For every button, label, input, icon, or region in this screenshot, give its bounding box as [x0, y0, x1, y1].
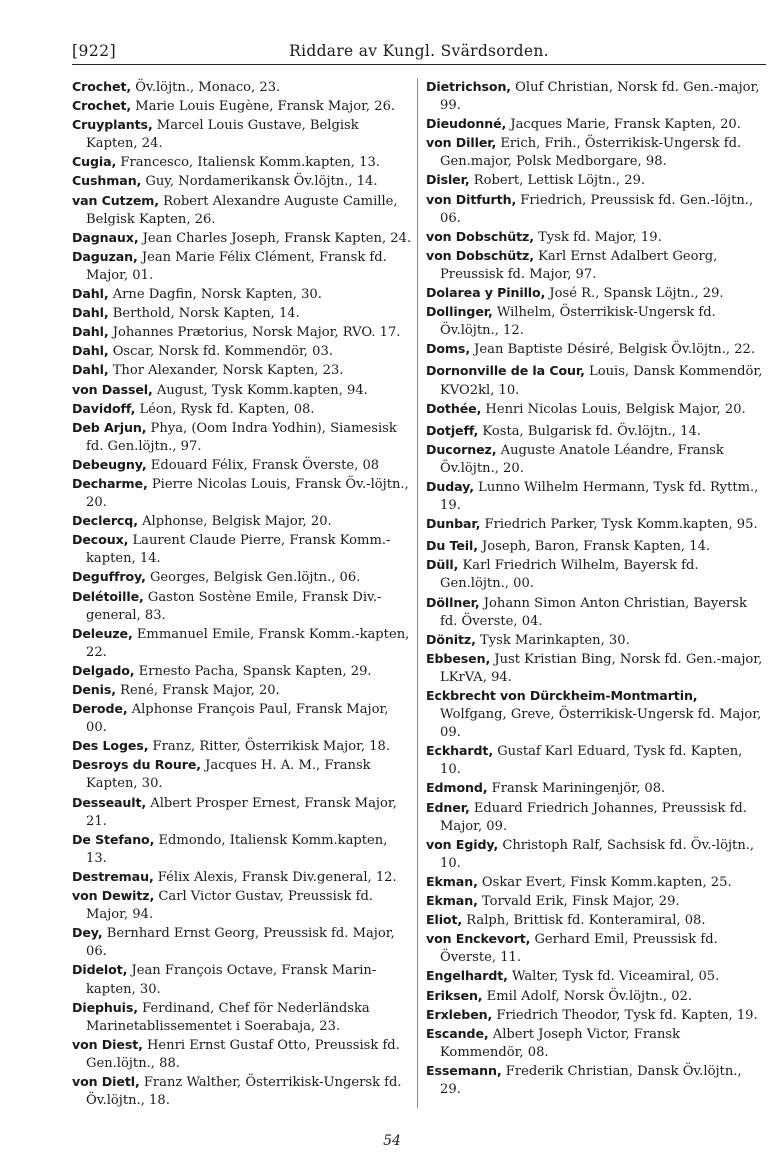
entry-surname: Davidoff, [72, 400, 136, 416]
entry-surname: Eliot, [426, 912, 463, 928]
entry-details: Albert Prosper Ernest, Fransk Major, 21. [86, 795, 397, 829]
entry-details: Friedrich, Preussisk fd. Gen.-löjtn., 06. [440, 192, 754, 226]
entry-details: Gaston Sostène Emile, Fransk Div.-general, 83. [86, 589, 382, 623]
entry-details: Robert, Lettisk Löjtn., 29. [469, 173, 646, 189]
entry-surname: von Dewitz, [72, 888, 155, 904]
register-entry [72, 285, 412, 304]
register-entry [72, 381, 412, 400]
entry-details: Jacques Marie, Fransk Kapten, 20. [506, 117, 741, 133]
register-entry [426, 247, 766, 284]
entry-surname: Dothée, [426, 400, 482, 416]
register-entry [72, 304, 412, 323]
entry-surname: Essemann, [426, 1062, 502, 1078]
entry-surname: Debeugny, [72, 456, 147, 472]
entry-surname: von Dassel, [72, 381, 153, 397]
entry-surname: Dunbar, [426, 516, 481, 532]
register-entry [426, 134, 766, 171]
entry-details: Just Kristian Bing, Norsk fd. Gen.-major, LKrVA, 94. [440, 651, 763, 685]
entry-details: Tysk fd. Major, 19. [533, 229, 662, 245]
entry-details: Gerhard Emil, Preussisk fd. Överste, 11. [440, 932, 718, 966]
page-number-bracketed: [922] [72, 42, 117, 60]
register-entry [426, 987, 766, 1006]
entry-details: Wolfgang, Greve, Österrikisk-Ungersk fd. Major, 09. [440, 707, 762, 741]
entry-details: Emmanuel Emile, Fransk Komm.-kapten, 22. [86, 626, 410, 660]
entry-surname: Dahl, [72, 362, 109, 378]
entry-surname: Diephuis, [72, 999, 138, 1015]
entry-details: Franz Walther, Österrikisk-Ungersk fd. Öv.löjtn., 18. [86, 1074, 402, 1109]
register-entry [72, 961, 412, 998]
entry-surname: Ekman, [426, 893, 478, 909]
register-entry [426, 115, 766, 134]
register-entry [72, 831, 412, 868]
register-entry [72, 625, 412, 662]
register-entry [426, 779, 766, 798]
entry-surname: Disler, [426, 172, 470, 188]
entry-surname: von Dobschütz, [426, 247, 534, 263]
register-entry [72, 400, 412, 419]
entry-surname: Dotjeff, [426, 422, 479, 438]
register-entry [426, 78, 766, 115]
register-entry [72, 700, 412, 737]
register-entry [72, 419, 412, 456]
entry-details: August, Tysk Komm.kapten, 94. [152, 382, 368, 398]
entry-details: Bernhard Ernst Georg, Preussisk fd. Major, 06. [86, 926, 395, 960]
entry-surname: Eckbrecht von Dürckheim-Montmartin, [426, 688, 698, 703]
entry-details: Jacques H. A. M., Fransk Kapten, 30. [86, 758, 371, 792]
entry-details: Jean Charles Joseph, Fransk Kapten, 24. [138, 230, 412, 246]
entry-details: Ralph, Brittisk fd. Konteramiral, 08. [462, 913, 706, 929]
entry-details: Marie Louis Eugène, Fransk Major, 26. [131, 99, 396, 115]
register-entry [72, 794, 412, 831]
entry-surname: Du Teil, [426, 538, 478, 554]
entry-surname: Edner, [426, 799, 470, 815]
entry-surname: Desroys du Roure, [72, 757, 201, 773]
register-entry [72, 512, 412, 531]
entry-details: Pierre Nicolas Louis, Fransk Öv.-löjtn., 20. [86, 476, 409, 511]
entry-details: Jean Baptiste Désiré, Belgisk Öv.löjtn., 22. [470, 342, 756, 358]
entry-surname: Dieudonné, [426, 116, 507, 132]
entry-surname: Dagnaux, [72, 229, 139, 245]
entry-details: Oluf Christian, Norsk fd. Gen.-major, 99. [440, 80, 760, 114]
right-column [426, 78, 766, 1099]
entry-surname: Döllner, [426, 594, 480, 610]
entry-details: Johann Simon Anton Christian, Bayersk fd. Överste, 04. [440, 595, 747, 629]
register-entry [426, 594, 766, 631]
entry-details: Léon, Rysk fd. Kapten, 08. [135, 401, 315, 417]
entry-details: Gustaf Karl Eduard, Tysk fd. Kapten, 10. [440, 744, 743, 778]
register-entry [426, 171, 766, 190]
entry-details: Karl Friedrich Wilhelm, Bayersk fd. Gen.löjtn., 00. [440, 558, 699, 592]
entry-surname: von Enckevort, [426, 931, 531, 947]
entry-surname: Dahl, [72, 343, 109, 359]
register-entry [426, 967, 766, 986]
register-entry [72, 192, 412, 229]
entry-surname: Delétoille, [72, 588, 144, 604]
register-entry [426, 1062, 766, 1099]
entry-surname: Declercq, [72, 513, 138, 529]
register-entry [72, 78, 412, 97]
entry-details: Edmondo, Italiensk Komm.kapten, 13. [86, 832, 388, 866]
entry-details: Christoph Ralf, Sachsisk fd. Öv.-löjtn., 10. [440, 837, 755, 871]
entry-surname: Ebbesen, [426, 650, 491, 666]
entry-details: Torvald Erik, Finsk Major, 29. [477, 894, 680, 910]
register-entry [72, 756, 412, 793]
entry-surname: Didelot, [72, 962, 128, 978]
register-entry [72, 588, 412, 625]
register-entry [72, 323, 412, 342]
entry-details: Emil Adolf, Norsk Öv.löjtn., 02. [482, 988, 693, 1004]
entry-surname: Engelhardt, [426, 968, 508, 984]
entry-details: Eduard Friedrich Johannes, Preussisk fd. Major, 09. [440, 800, 747, 834]
entry-details: Franz, Ritter, Österrikisk Major, 18. [148, 739, 391, 755]
entry-surname: Denis, [72, 682, 116, 697]
entry-details: Jean François Octave, Fransk Marin-kapten, 30. [86, 963, 377, 997]
entry-surname: Crochet, [72, 79, 132, 94]
register-entry [426, 441, 766, 478]
entry-surname: Derode, [72, 701, 128, 717]
register-entry [72, 999, 412, 1036]
entry-surname: von Dietl, [72, 1073, 140, 1089]
entry-surname: Eckhardt, [426, 743, 494, 759]
register-entry [426, 556, 766, 593]
entry-surname: Duday, [426, 478, 474, 494]
entry-details: Henri Ernst Gustaf Otto, Preussisk fd. Gen.löjtn., 88. [86, 1037, 400, 1071]
register-entry [72, 737, 412, 756]
register-entry [72, 361, 412, 380]
register-entry [426, 911, 766, 930]
running-header [72, 40, 766, 65]
entry-surname: Cruyplants, [72, 117, 153, 133]
entry-surname: Düll, [426, 557, 459, 573]
register-entry [426, 892, 766, 911]
entry-details: Erich, Frih., Österrikisk-Ungersk fd. Gen.major, Polsk Medborgare, 98. [440, 136, 742, 170]
entry-details: Carl Victor Gustav, Preussisk fd. Major, 94. [86, 889, 374, 923]
register-entry [426, 1006, 766, 1025]
entry-details: Wilhelm, Österrikisk-Ungersk fd. Öv.löjtn., 12. [440, 305, 716, 339]
register-entry [426, 362, 766, 399]
entry-details: Auguste Anatole Léandre, Fransk Öv.löjtn., 20. [440, 442, 724, 476]
entry-surname: Des Loges, [72, 738, 149, 754]
entry-surname: De Stefano, [72, 831, 155, 847]
entry-details: Robert Alexandre Auguste Camille, Belgisk Kapten, 26. [86, 193, 398, 227]
register-entry [426, 400, 766, 419]
register-entry [426, 1025, 766, 1062]
register-entry [72, 172, 412, 191]
entry-details: Georges, Belgisk Gen.löjtn., 06. [145, 570, 361, 586]
entry-surname: Ekman, [426, 873, 478, 889]
entry-surname: Decharme, [72, 475, 148, 491]
entry-details: Alphonse, Belgisk Major, 20. [137, 514, 332, 530]
register-entry [72, 662, 412, 681]
entry-details: Jean Marie Félix Clément, Fransk fd. Major, 01. [86, 249, 387, 283]
entry-details: Francesco, Italiensk Komm.kapten, 13. [116, 155, 380, 171]
register-entry [426, 799, 766, 836]
entry-surname: Dahl, [72, 286, 109, 302]
entry-surname: Dornonville de la Cour, [426, 363, 585, 379]
entry-details: Friedrich Theodor, Tysk fd. Kapten, 19. [492, 1007, 758, 1023]
entry-details: Lunno Wilhelm Hermann, Tysk fd. Ryttm., 19. [440, 479, 759, 514]
entry-details: Albert Joseph Victor, Fransk Kommendör, 08. [440, 1026, 681, 1060]
register-entry [426, 340, 766, 359]
entry-surname: von Ditfurth, [426, 191, 517, 207]
entry-surname: Dahl, [72, 324, 109, 340]
entry-details: Guy, Nordamerikansk Öv.löjtn., 14. [141, 174, 378, 190]
entry-surname: Dietrichson, [426, 79, 511, 94]
running-title: Riddare av Kungl. Svärdsorden. [289, 42, 549, 60]
left-column [72, 78, 412, 1110]
entry-details: Ernesto Pacha, Spansk Kapten, 29. [134, 663, 372, 679]
entry-surname: Deleuze, [72, 625, 133, 641]
register-entry [426, 836, 766, 873]
entry-details: Marcel Louis Gustave, Belgisk Kapten, 24. [86, 118, 359, 152]
entry-details: Ferdinand, Chef för Nederländska Marinetablissementet i Soerabaja, 23. [86, 1000, 370, 1034]
register-entry [426, 478, 766, 515]
register-entry [426, 191, 766, 228]
entry-details: Arne Dagfin, Norsk Kapten, 30. [108, 287, 322, 303]
entry-surname: Daguzan, [72, 248, 138, 264]
entry-details: Berthold, Norsk Kapten, 14. [108, 306, 300, 322]
entry-surname: Ducornez, [426, 441, 497, 457]
entry-details: Tysk Marinkapten, 30. [475, 632, 630, 648]
register-entry [426, 742, 766, 779]
entry-surname: Delgado, [72, 662, 135, 678]
register-entry [72, 868, 412, 887]
entry-details: Kosta, Bulgarisk fd. Öv.löjtn., 14. [478, 423, 701, 439]
entry-surname: Deguffroy, [72, 569, 146, 585]
entry-details: René, Fransk Major, 20. [115, 683, 280, 698]
entry-details: Frederik Christian, Dansk Öv.löjtn., 29. [440, 1063, 742, 1097]
entry-details: Félix Alexis, Fransk Div.general, 12. [153, 869, 397, 885]
register-entry [426, 687, 766, 742]
entry-surname: Desseault, [72, 794, 147, 810]
register-entry [72, 475, 412, 512]
entry-details: Joseph, Baron, Fransk Kapten, 14. [477, 539, 711, 555]
entry-details: Johannes Prætorius, Norsk Major, RVO. 17. [108, 325, 401, 341]
register-entry [72, 681, 412, 700]
entry-surname: Destremau, [72, 868, 154, 884]
register-entry [72, 568, 412, 587]
column-divider [417, 78, 418, 1108]
entry-surname: Dolarea y Pinillo, [426, 285, 546, 301]
entry-surname: Dönitz, [426, 631, 476, 647]
entry-details: Friedrich Parker, Tysk Komm.kapten, 95. [480, 517, 758, 533]
register-entry [72, 342, 412, 361]
entry-surname: Crochet, [72, 98, 132, 114]
entry-surname: von Egidy, [426, 836, 499, 852]
register-entry [426, 228, 766, 247]
register-entry [426, 930, 766, 967]
entry-details: Karl Ernst Adalbert Georg, Preussisk fd. Major, 97. [440, 248, 718, 282]
entry-details: José R., Spansk Löjtn., 29. [545, 286, 724, 302]
entry-surname: Escande, [426, 1025, 489, 1041]
register-entry [426, 650, 766, 687]
entry-surname: Edmond, [426, 780, 488, 796]
entry-surname: Cugia, [72, 154, 117, 170]
entry-surname: Doms, [426, 341, 471, 357]
register-entry [72, 229, 412, 248]
register-entry [72, 887, 412, 924]
register-entry [426, 515, 766, 534]
register-entry [426, 284, 766, 303]
entry-surname: Eriksen, [426, 987, 483, 1003]
register-entry [426, 631, 766, 650]
entry-surname: Erxleben, [426, 1006, 493, 1022]
entry-details: Laurent Claude Pierre, Fransk Komm.-kapten, 14. [86, 533, 391, 567]
entry-details: Henri Nicolas Louis, Belgisk Major, 20. [481, 401, 746, 417]
entry-details: Phya, (Oom Indra Yodhin), Siamesisk fd. Gen.löjtn., 97. [86, 420, 397, 454]
entry-surname: Dey, [72, 925, 103, 941]
entry-surname: Decoux, [72, 532, 129, 548]
entry-surname: von Diest, [72, 1036, 143, 1052]
entry-surname: Deb Arjun, [72, 419, 147, 435]
register-entry [72, 153, 412, 172]
entry-details: Edouard Félix, Fransk Överste, 08 [146, 457, 380, 473]
register-entry [72, 97, 412, 116]
folio-number: 54 [383, 1133, 401, 1149]
entry-details: Walter, Tysk fd. Viceamiral, 05. [507, 969, 720, 985]
entry-details: Oskar Evert, Finsk Komm.kapten, 25. [477, 874, 732, 890]
register-entry [426, 537, 766, 556]
entry-surname: van Cutzem, [72, 192, 159, 208]
register-entry [426, 873, 766, 892]
entry-details: Alphonse François Paul, Fransk Major, 00. [86, 702, 389, 736]
register-entry [426, 422, 766, 441]
register-entry [426, 303, 766, 340]
entry-surname: Dollinger, [426, 304, 493, 320]
entry-details: Oscar, Norsk fd. Kommendör, 03. [108, 344, 333, 360]
entry-details: Thor Alexander, Norsk Kapten, 23. [108, 363, 344, 379]
register-entry [72, 1036, 412, 1073]
entry-surname: Dahl, [72, 305, 109, 321]
register-entry [72, 924, 412, 961]
entry-details: Öv.löjtn., Monaco, 23. [131, 80, 281, 95]
register-entry [72, 1073, 412, 1110]
entry-surname: von Dobschütz, [426, 228, 534, 244]
register-entry [72, 456, 412, 475]
entry-surname: Cushman, [72, 173, 142, 189]
entry-details: Fransk Mariningenjör, 08. [487, 781, 666, 797]
register-entry [72, 531, 412, 568]
entry-surname: von Diller, [426, 135, 497, 151]
register-entry [72, 248, 412, 285]
register-entry [72, 116, 412, 153]
entry-details: Louis, Dansk Kommendör, KVO2kl, 10. [440, 364, 763, 398]
